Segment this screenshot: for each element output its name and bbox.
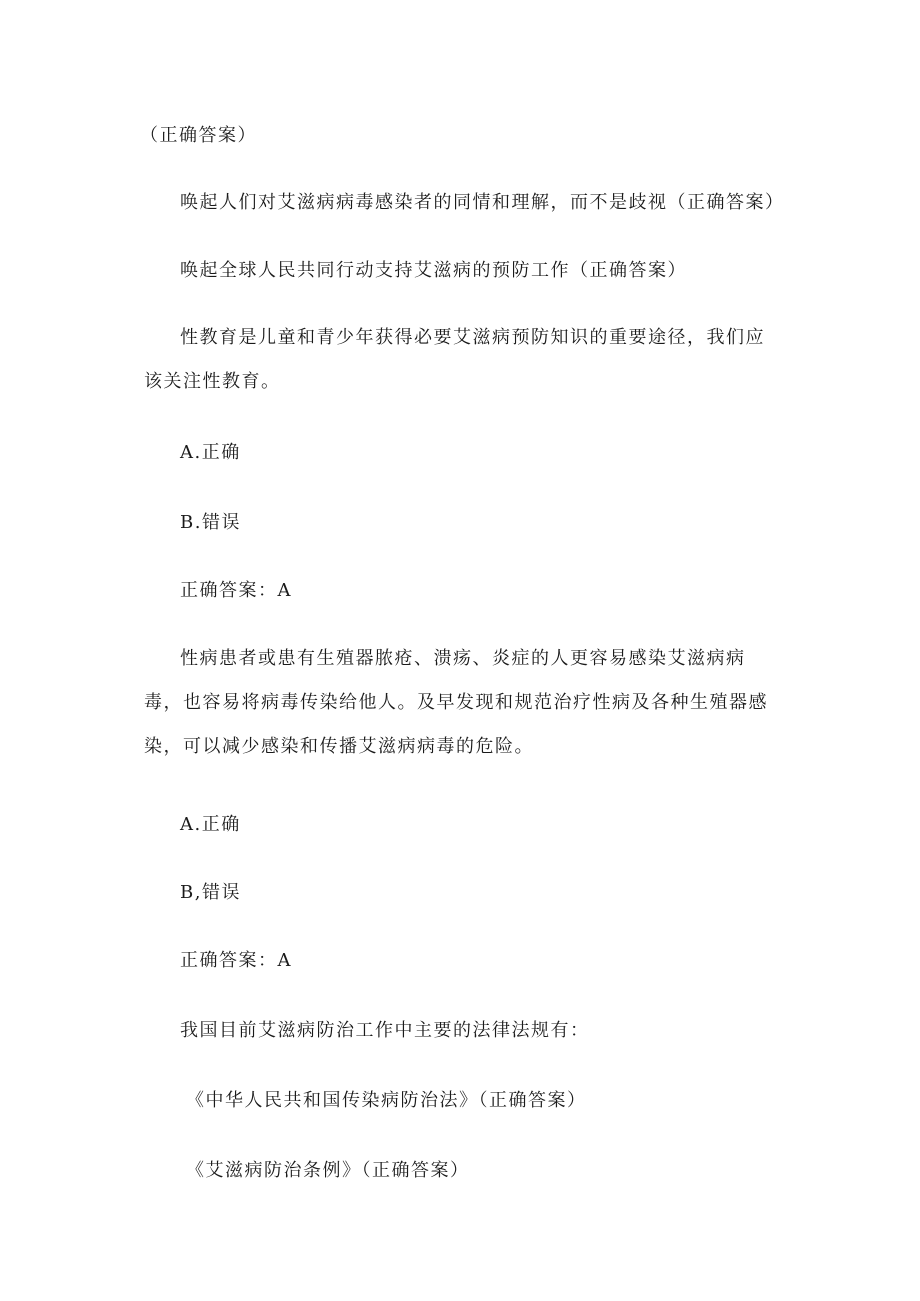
- option-line-global-action: 唤起全球人民共同行动支持艾滋病的预防工作（正确答案）: [180, 260, 687, 281]
- question-3-option-2: 《艾滋病防治条例》（正确答案）: [186, 1160, 470, 1181]
- question-2-answer: 正确答案：A: [180, 950, 292, 971]
- question-3-option-1: 《中华人民共和国传染病防治法》（正确答案）: [186, 1090, 587, 1111]
- question-2-option-b: B,错误: [180, 882, 241, 903]
- question-1-answer: 正确答案：A: [180, 580, 292, 601]
- question-1-stem: 性教育是儿童和青少年获得必要艾滋病预防知识的重要途径，我们应该关注性教育。: [144, 327, 765, 392]
- answer-marker-line: （正确答案）: [140, 125, 257, 146]
- question-2-stem: 性病患者或患有生殖器脓疮、溃疡、炎症的人更容易感染艾滋病病毒，也容易将病毒传染给他人。及早发现和规范治疗性病及各种生殖器感染，可以减少感染和传播艾滋病病毒的危险。: [144, 648, 768, 757]
- option-line-sympathy: 唤起人们对艾滋病病毒感染者的同情和理解，而不是歧视（正确答案）: [180, 192, 785, 213]
- question-2-option-a: A.正确: [180, 814, 241, 835]
- question-1-option-b: B.错误: [180, 512, 241, 533]
- question-1-option-a: A.正确: [180, 442, 241, 463]
- question-3-stem: 我国目前艾滋病防治工作中主要的法律法规有：: [180, 1020, 590, 1041]
